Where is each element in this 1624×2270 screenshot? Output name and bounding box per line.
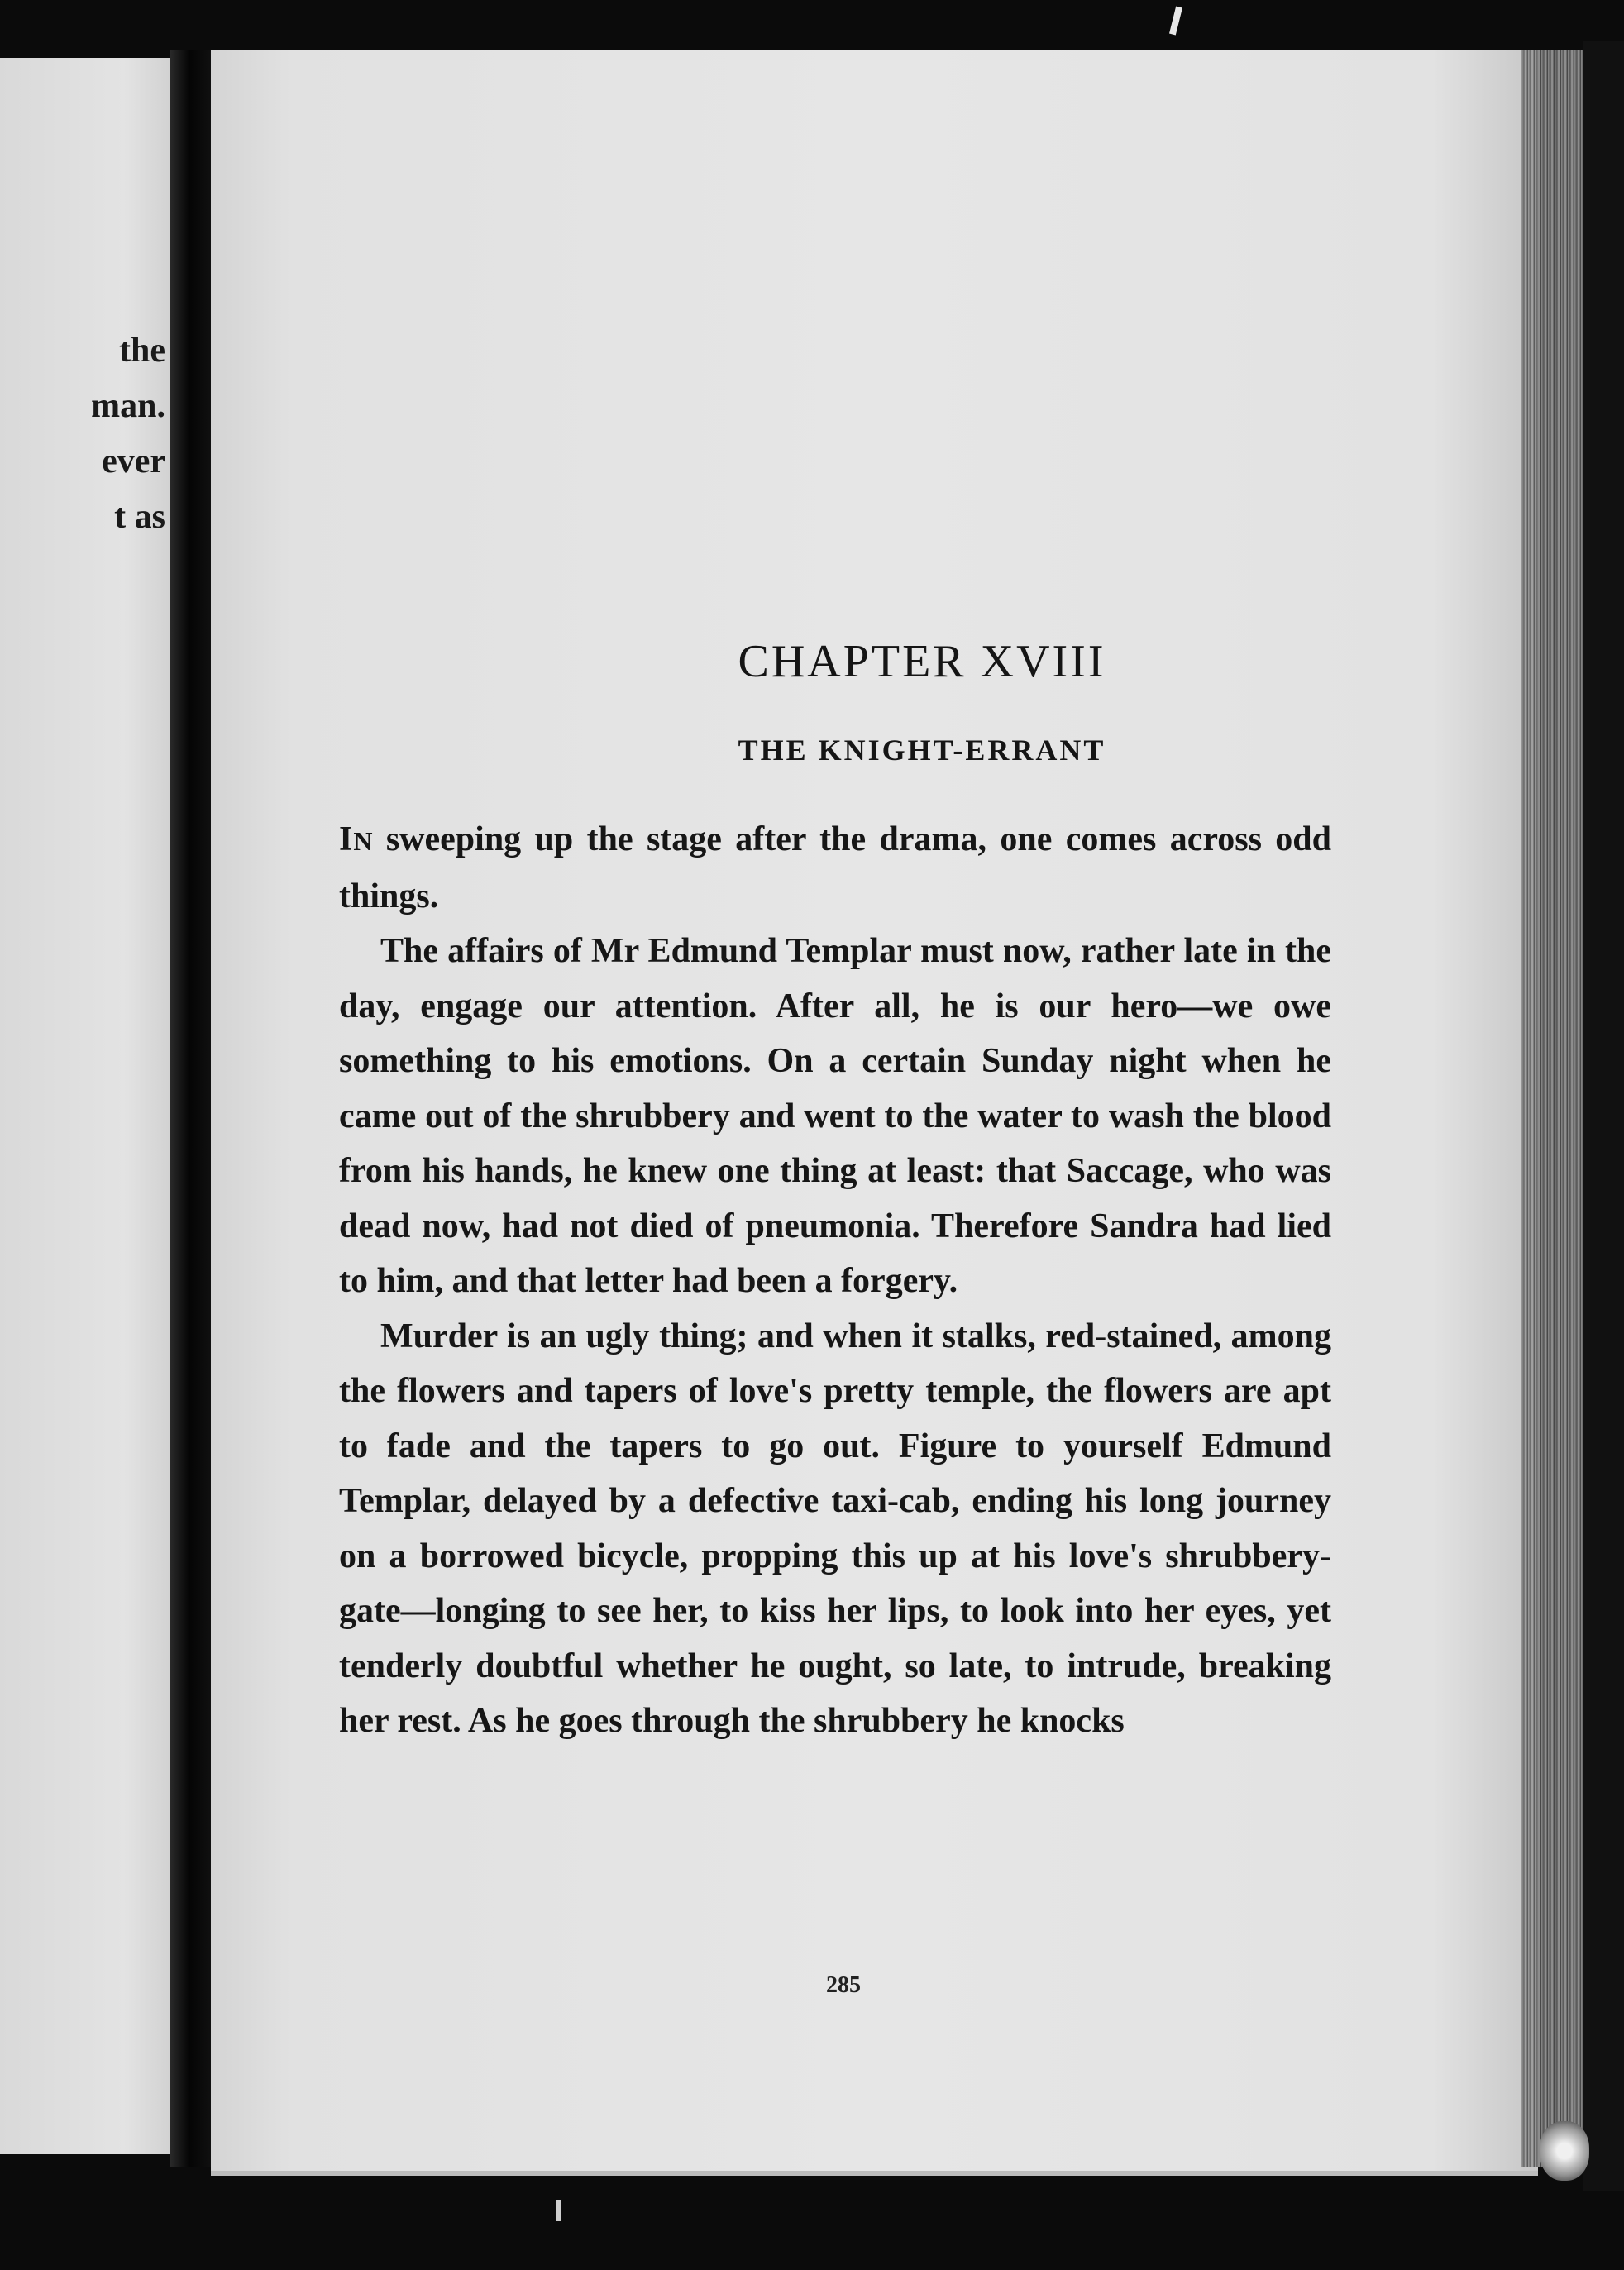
left-facing-page [0,58,178,2154]
body-text [339,812,1331,1749]
left-page-fragment: ever [102,442,165,480]
book-cover-edge [1583,41,1624,2191]
chapter-heading: CHAPTER XVIII [738,636,1106,687]
page-clip-mark [1540,2121,1589,2181]
paragraph: Murder is an ugly thing; and when it stalks, red-stained, among the flowers and tapers of love's pretty temple, the flowers are apt to fade and the tapers to go out. Figure to yourself Edmund Templar, delayed by a defective taxi-cab, ending his long journey on a borrowed bicycle, propping this up at his love's shrubbery-gate—longing to see her, to kiss her lips, to look into her eyes, yet tenderly doubtful whether he ought, so late, to intrude, breaking her rest. As he goes through the shrubbery he knocks [339,1317,1331,1740]
chapter-subtitle: THE KNIGHT-ERRANT [738,734,1106,767]
scan-mark [556,2200,561,2221]
page-number: 285 [826,1972,861,1998]
scan-mark [1169,7,1182,36]
small-cap: N [353,826,373,856]
paragraph [339,812,1331,924]
left-page-fragment: t as [114,498,165,536]
paragraph: The affairs of Mr Edmund Templar must now, rather late in the day, engage our attention. After all, he is our hero—we owe something to his emotions. On a certain Sunday night when he came out of the shrubbery and went to the water to wash the blood from his hands, he knew one thing at least: that Saccage, who was dead now, had not died of pneumonia. Therefore Sandra had lied to him, and that letter had been a forgery. [339,932,1331,1300]
page-edges [1521,50,1588,2167]
left-page-fragment: man. [91,387,165,425]
drop-cap: I [339,820,354,858]
paragraph-text: sweeping up the stage after the drama, one comes across odd things. [339,820,1331,915]
left-page-fragment: the [119,332,165,370]
